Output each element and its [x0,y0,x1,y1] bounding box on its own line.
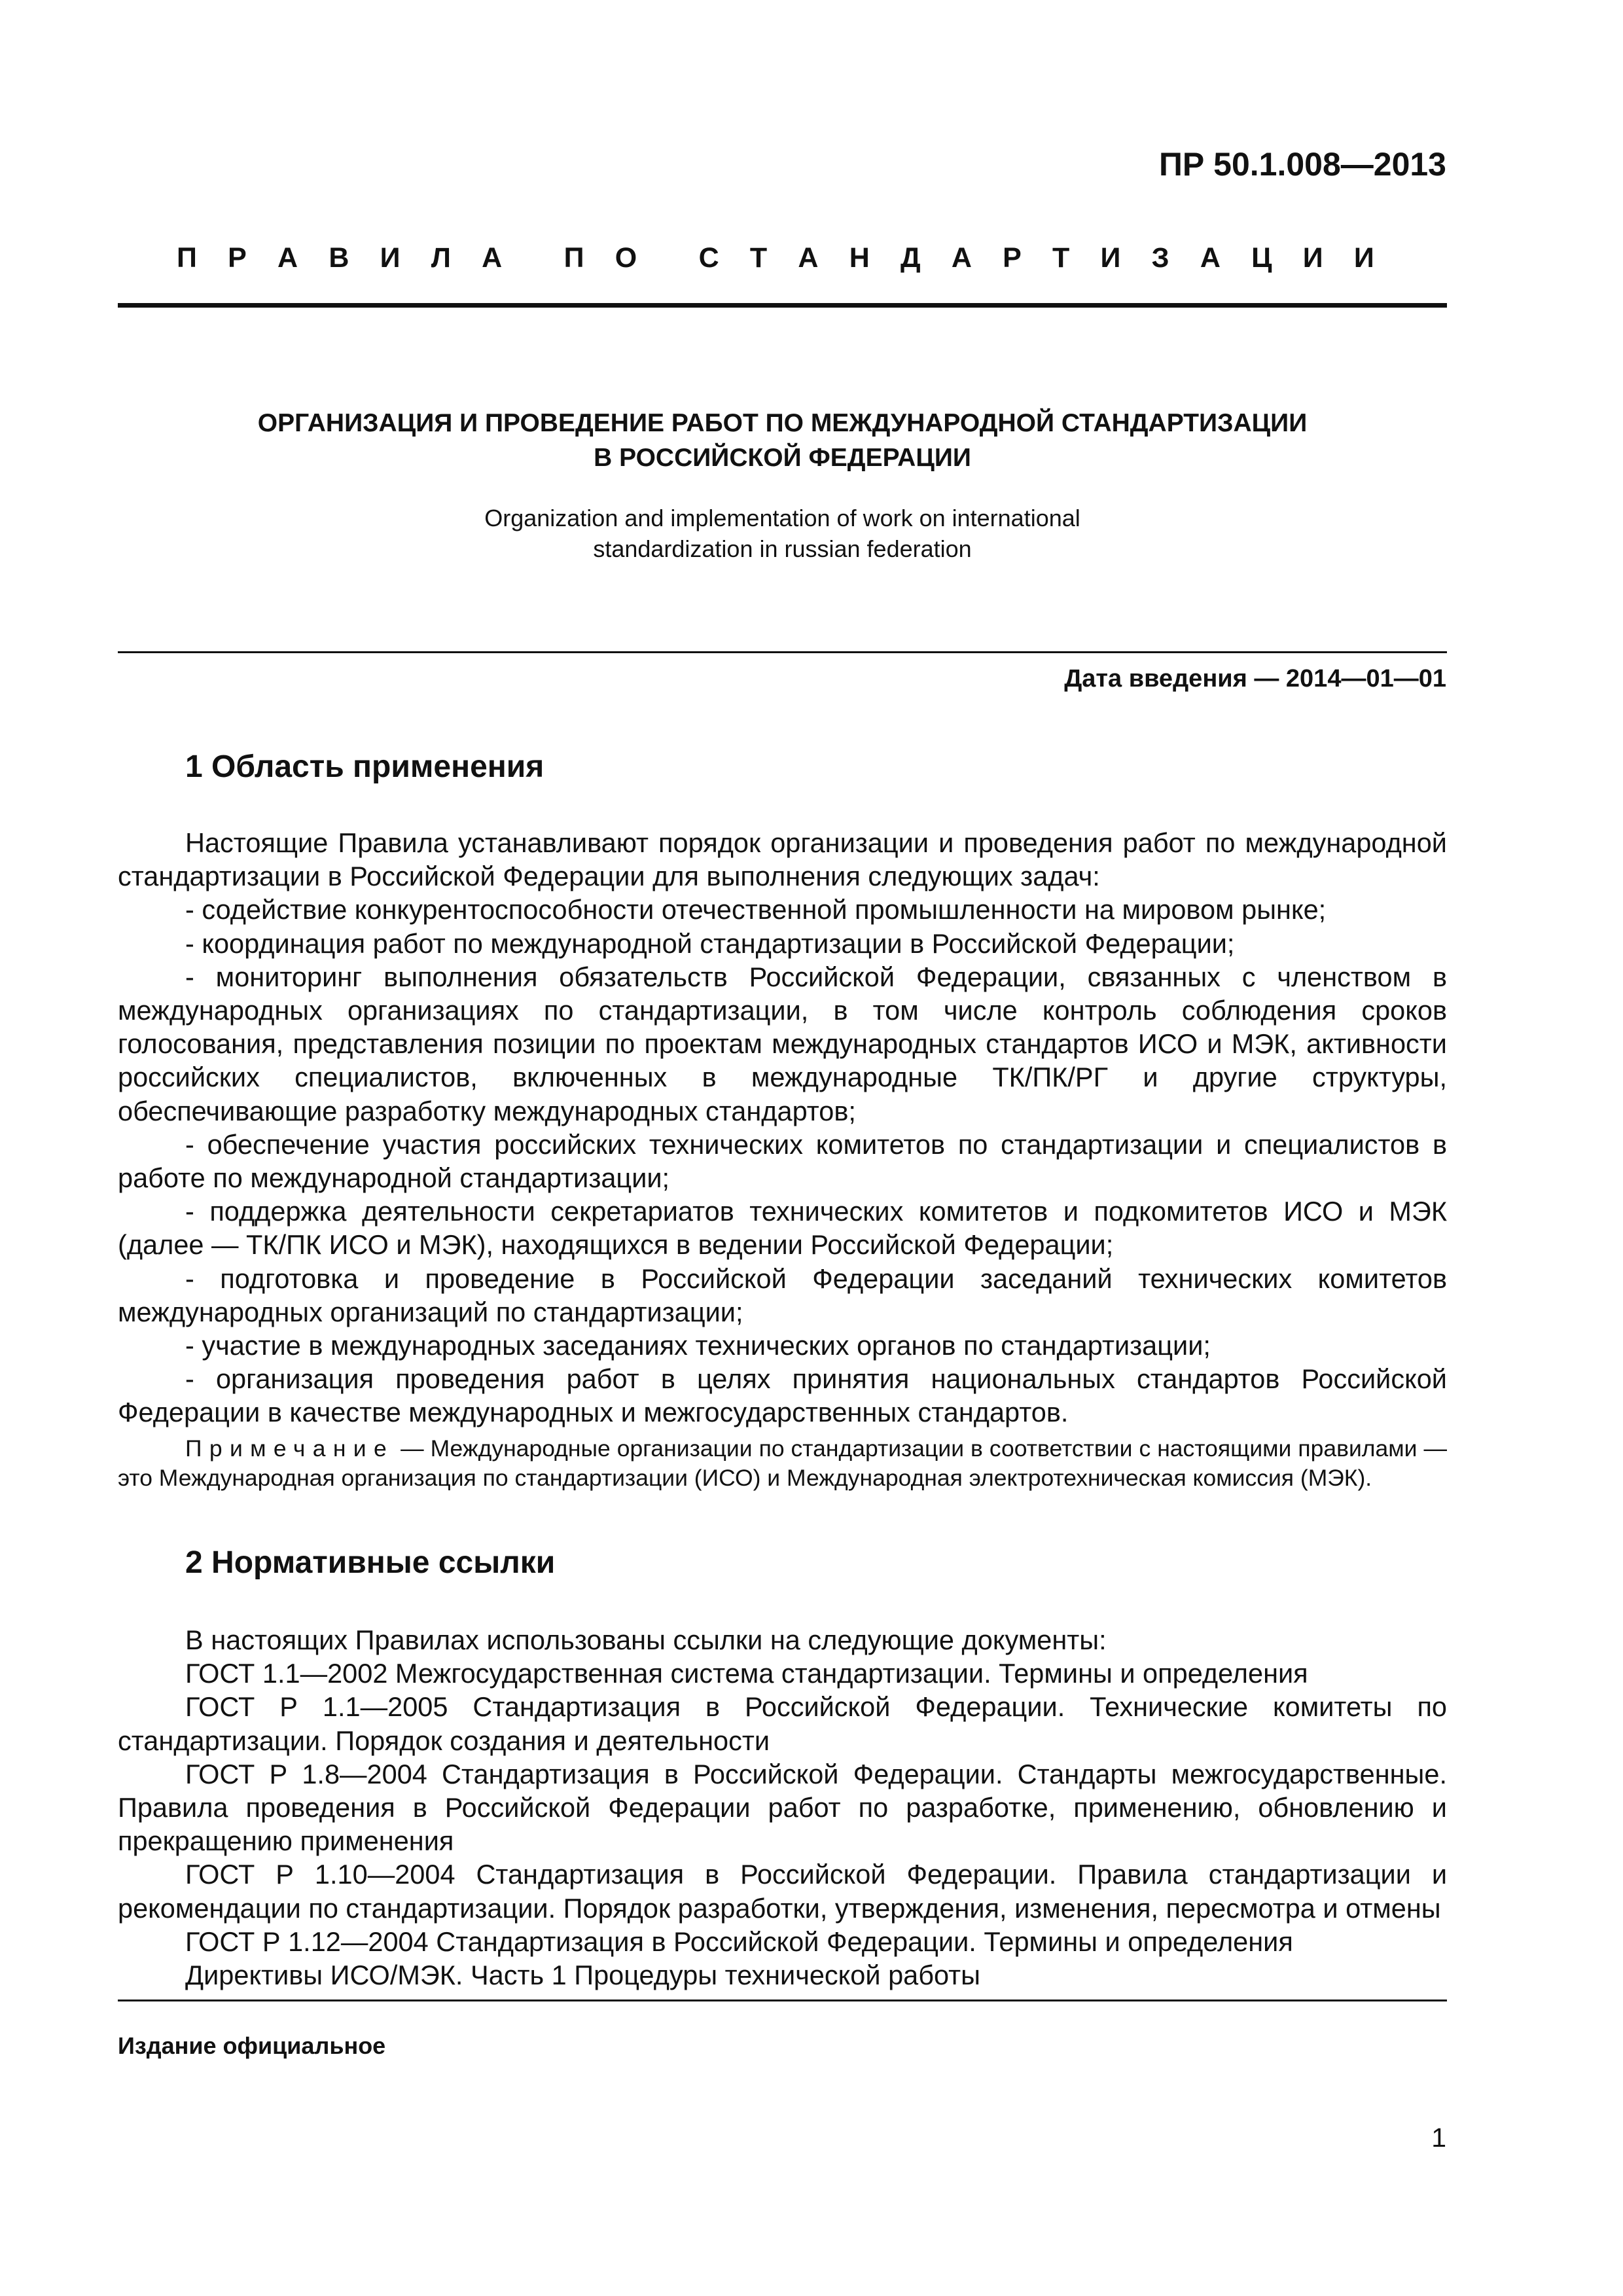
series-letter: С [698,242,719,274]
series-letter: В [329,242,349,274]
paragraph: Настоящие Правила устанавливают порядок организации и проведения работ по международной стандартизации в Российской Федерации для выполнения следующих задач: [118,827,1447,892]
header-rule [118,303,1447,308]
list-item: - поддержка деятельности секретариатов технических комитетов и подкомитетов ИСО и МЭК (далее — ТК/ПК ИСО и МЭК), находящихся в ведении Российской Федерации; [118,1196,1447,1261]
document-code: ПР 50.1.008—2013 [1158,146,1446,183]
list-item: - содействие конкурентоспособности отечественной промышленности на мировом рынке; [185,894,1327,925]
series-letter: И [1100,242,1121,274]
series-letter: Т [749,242,768,274]
reference-item: ГОСТ 1.1—2002 Межгосударственная система стандартизации. Термины и определения [185,1658,1308,1689]
introduction-date: Дата введения — 2014—01—01 [1064,665,1446,692]
series-letter: Н [849,242,870,274]
series-letter: Ц [1251,242,1272,274]
footer-rule [118,2000,1447,2001]
series-letter: З [1151,242,1169,274]
series-letter: А [951,242,972,274]
series-letter: П [563,242,584,274]
document-series-title [177,242,1374,274]
series-letter: Т [1052,242,1070,274]
series-letter: И [1353,242,1374,274]
title-ru-line-2: В РОССИЙСКОЙ ФЕДЕРАЦИИ [594,444,971,472]
note-text: — Международные организации по стандартизации в соответствии с настоящими правилами — это Международная организация по стандартизации (ИСО) и Международная электротехническая комиссия (МЭК). [118,1435,1447,1491]
title-en-line-1: Organization and implementation of work on international [484,505,1080,531]
list-item: - мониторинг выполнения обязательств Российской Федерации, связанных с членством в международных организациях по стандартизации, в том числе контроль соблюдения сроков голосования, представления позиции по проектам международных стандартов ИСО и МЭК, активности российских специалистов, включенных в международные ТК/ПК/РГ и другие структуры, обеспечивающие разработку международных стандартов; [118,961,1447,1126]
list-item: - организация проведения работ в целях принятия национальных стандартов Российской Федерации в качестве международных и межгосударственных стандартов. [118,1363,1447,1428]
reference-item: Директивы ИСО/МЭК. Часть 1 Процедуры технической работы [185,1960,981,1991]
series-letter: П [177,242,197,274]
section-1-note [118,1434,1447,1493]
list-item: - обеспечение участия российских технических комитетов по стандартизации и специалистов в работе по международной стандартизации; [118,1128,1447,1194]
section-1-heading: 1 Область применения [185,749,544,784]
page-number: 1 [1431,2123,1446,2153]
reference-item: ГОСТ Р 1.8—2004 Стандартизация в Российской Федерации. Стандарты межгосударственные. Правила проведения в Российской Федерации работ по разработке, применению, обновлению и прекращению применения [118,1758,1447,1857]
section-1-body [118,826,1447,1429]
list-item: - участие в международных заседаниях технических органов по стандартизации; [185,1330,1211,1361]
series-letter: Р [228,242,247,274]
document-title-en [118,503,1447,564]
series-letter: И [1302,242,1323,274]
title-ru-line-1: ОРГАНИЗАЦИЯ И ПРОВЕДЕНИЕ РАБОТ ПО МЕЖДУНАРОДНОЙ СТАНДАРТИЗАЦИИ [257,409,1308,437]
series-letter: О [615,242,637,274]
series-letter: И [380,242,401,274]
title-en-line-2: standardization in russian federation [593,535,972,562]
title-rule [118,651,1447,653]
series-letter: Р [1003,242,1022,274]
list-item: - координация работ по международной стандартизации в Российской Федерации; [185,927,1235,959]
series-letter: А [482,242,503,274]
series-letter: Д [900,242,921,274]
series-letter: А [1200,242,1221,274]
reference-item: ГОСТ Р 1.1—2005 Стандартизация в Российской Федерации. Технические комитеты по стандартизации. Порядок создания и деятельности [118,1691,1447,1756]
reference-item: ГОСТ Р 1.12—2004 Стандартизация в Российской Федерации. Термины и определения [185,1926,1293,1957]
edition-label: Издание официальное [118,2032,386,2059]
section-2-heading: 2 Нормативные ссылки [185,1545,556,1580]
paragraph: В настоящих Правилах использованы ссылки на следующие документы: [185,1624,1107,1655]
section-2-body [118,1623,1447,1992]
reference-item: ГОСТ Р 1.10—2004 Стандартизация в Российской Федерации. Правила стандартизации и рекомендации по стандартизации. Порядок разработки, утверждения, изменения, пересмотра и отмены [118,1859,1447,1924]
series-letter: Л [431,242,451,274]
series-letter: А [277,242,298,274]
list-item: - подготовка и проведение в Российской Федерации заседаний технических комитетов международных организаций по стандартизации; [118,1263,1447,1327]
note-label: Примечание [185,1435,395,1462]
document-title [118,406,1447,475]
series-letter: А [798,242,819,274]
